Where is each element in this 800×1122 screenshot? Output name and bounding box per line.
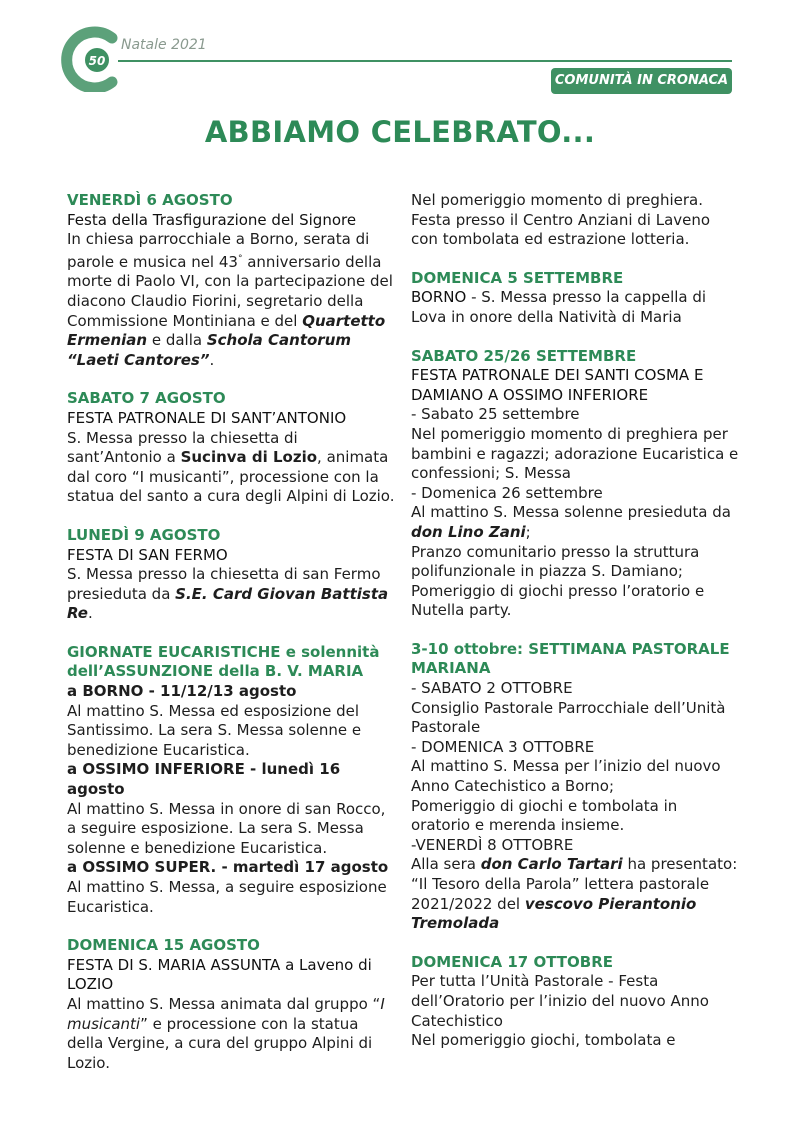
right-column xyxy=(411,191,741,1070)
event-entry xyxy=(411,191,741,250)
event-text: - Sabato 25 settembre xyxy=(411,405,580,424)
event-text: - Domenica 26 settembre xyxy=(411,483,603,502)
event-text: Al mattino S. Messa in onore di san Rocco, a seguire esposizione. La sera S. Messa solenne e benedizione Eucaristica. xyxy=(67,799,386,857)
event-subtitle: FESTA PATRONALE DI SANT’ANTONIO xyxy=(67,408,347,427)
event-text: BORNO - S. Messa presso la cappella di Lova in onore della Natività di Maria xyxy=(411,288,707,326)
event-entry xyxy=(67,936,397,1073)
event-text: Alla sera don Carlo Tartari ha presentato: “Il Tesoro della Parola” lettera pastorale 2021/2022 del vescovo Pierantonio Tremolada xyxy=(411,855,738,933)
event-text: S. Messa presso la chiesetta di san Fermo presieduta da S.E. Card Giovan Battista Re. xyxy=(67,565,389,623)
event-entry xyxy=(411,640,741,934)
event-text: -VENERDÌ 8 OTTOBRE xyxy=(411,835,574,854)
event-text: Al mattino S. Messa per l’inizio del nuovo Anno Catechistico a Borno; xyxy=(411,757,721,796)
event-title: GIORNATE EUCARISTICHE e solennità dell’ASSUNZIONE della B. V. MARIA xyxy=(67,642,380,681)
event-entry xyxy=(67,389,397,507)
issue-label: Natale 2021 xyxy=(121,37,207,53)
header-divider xyxy=(118,60,732,62)
event-text: Nel pomeriggio momento di preghiera per bambini e ragazzi; adorazione Eucaristica e confessioni; S. Messa xyxy=(411,424,739,483)
event-date: LUNEDÌ 9 AGOSTO xyxy=(67,525,221,544)
event-text: Al mattino S. Messa, a seguire esposizione Eucaristica. xyxy=(67,878,387,916)
section-badge: COMUNITÀ IN CRONACA xyxy=(551,68,732,94)
event-date: DOMENICA 17 OTTOBRE xyxy=(411,952,613,971)
event-date: SABATO 7 AGOSTO xyxy=(67,389,226,408)
left-column xyxy=(67,191,397,1092)
event-text: - SABATO 2 OTTOBRE xyxy=(411,679,573,698)
event-text: S. Messa presso la chiesetta di sant’Antonio a Sucinva di Lozio, animata dal coro “I musicanti”, processione con la statua del santo a cura degli Alpini di Lozio. xyxy=(67,428,395,506)
event-text: Nel pomeriggio momento di preghiera. Festa presso il Centro Anziani di Laveno con tombolata ed estrazione lotteria. xyxy=(411,191,711,249)
event-place-head: a BORNO - 11/12/13 agosto xyxy=(67,682,297,701)
event-entry xyxy=(67,191,397,370)
event-date: VENERDÌ 6 AGOSTO xyxy=(67,191,233,209)
event-text: Pomeriggio di giochi e tombolata in oratorio e merenda insieme. xyxy=(411,796,678,835)
event-text: - DOMENICA 3 OTTOBRE xyxy=(411,737,595,756)
event-date: DOMENICA 5 SETTEMBRE xyxy=(411,268,624,287)
parish-logo-icon xyxy=(60,26,126,92)
page-number: 50 xyxy=(88,54,106,68)
event-subtitle: Festa della Trasfigurazione del Signore xyxy=(67,210,357,229)
page-title: ABBIAMO CELEBRATO... xyxy=(204,115,596,149)
event-text: Per tutta l’Unità Pastorale - Festa dell’Oratorio per l’inizio del nuovo Anno Catechistico xyxy=(411,972,709,1030)
event-text: In chiesa parrocchiale a Borno, serata di parole e musica nel 43° anniversario della morte di Paolo VI, con la partecipazione del diacono Claudio Fiorini, segretario della Commissione Montiniana e del Quartetto Ermenian e dalla Schola Cantorum “Laeti Cantores”. xyxy=(67,230,393,369)
event-subtitle: FESTA PATRONALE DEI SANTI COSMA E DAMIANO A OSSIMO INFERIORE xyxy=(411,366,704,404)
event-entry xyxy=(411,347,741,621)
event-entry xyxy=(67,526,397,624)
event-text: Al mattino S. Messa animata dal gruppo “I musicanti” e processione con la statua della Vergine, a cura del gruppo Alpini di Lozio. xyxy=(67,994,385,1072)
event-text: Al mattino S. Messa ed esposizione del Santissimo. La sera S. Messa solenne e benedizione Eucaristica. xyxy=(67,701,362,759)
event-date: SABATO 25/26 SETTEMBRE xyxy=(411,346,637,365)
event-text: Al mattino S. Messa solenne presieduta da don Lino Zani; xyxy=(411,503,731,541)
event-entry xyxy=(411,953,741,1051)
event-title: 3-10 ottobre: SETTIMANA PASTORALE MARIANA xyxy=(411,639,730,678)
event-text: Pranzo comunitario presso la struttura polifunzionale in piazza S. Damiano; xyxy=(411,542,700,581)
event-text: Nel pomeriggio giochi, tombolata e xyxy=(411,1031,676,1050)
event-text: Consiglio Pastorale Parrocchiale dell’Unità Pastorale xyxy=(411,698,726,737)
event-entry xyxy=(411,269,741,328)
event-text: Pomeriggio di giochi presso l’oratorio e Nutella party. xyxy=(411,581,705,620)
event-subtitle: FESTA DI S. MARIA ASSUNTA a Laveno di LOZIO xyxy=(67,955,372,994)
event-place-head: a OSSIMO SUPER. - martedì 17 agosto xyxy=(67,858,389,877)
event-date: DOMENICA 15 AGOSTO xyxy=(67,936,260,955)
event-place-head: a OSSIMO INFERIORE - lunedì 16 agosto xyxy=(67,760,341,799)
event-subtitle: FESTA DI SAN FERMO xyxy=(67,545,228,564)
event-entry xyxy=(67,643,397,917)
